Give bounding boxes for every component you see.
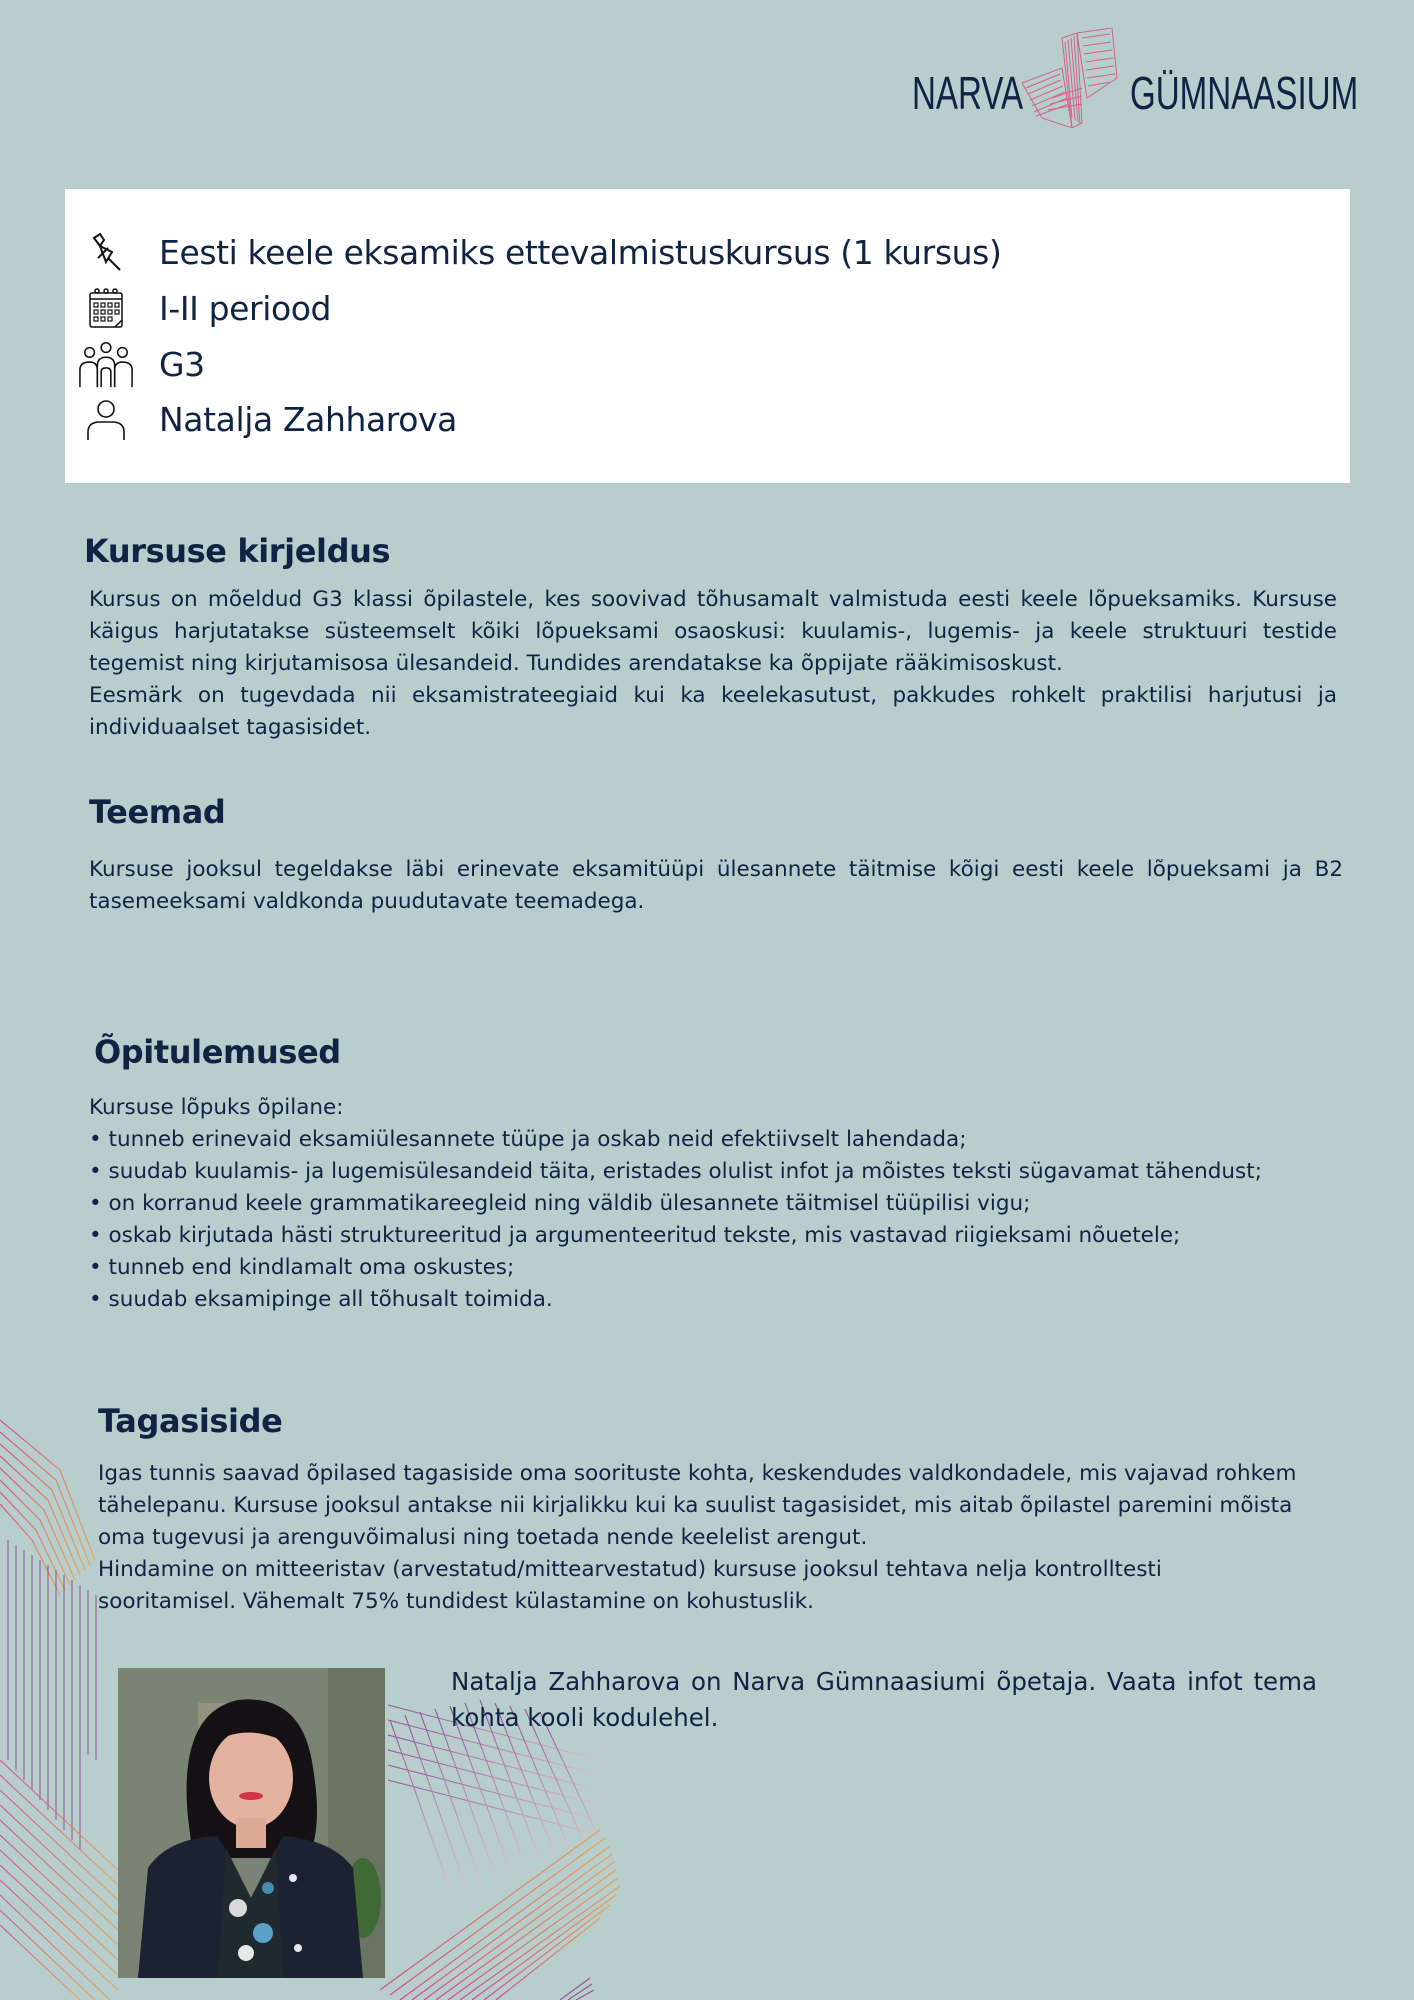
logo-word-gumnaasium: GÜMNAASIUM bbox=[1130, 67, 1359, 119]
course-title: Eesti keele eksamiks ettevalmistuskursus (1 kursus) bbox=[159, 232, 1002, 272]
feedback-paragraph: Hindamine on mitteeristav (arvestatud/mittearvestatud) kursuse jooksul tehtava nelja kontrolltesti sooritamisel. Vähemalt 75% tundidest külastamine on kohustuslik. bbox=[98, 1557, 1162, 1614]
course-period: I-II periood bbox=[159, 288, 332, 328]
teacher-name: Natalja Zahharova bbox=[159, 399, 457, 439]
section-title-outcomes: Õpitulemused bbox=[94, 1033, 341, 1071]
description-text bbox=[89, 584, 1337, 744]
teacher-photo bbox=[118, 1668, 385, 1978]
list-item: • suudab kuulamis- ja lugemisülesandeid täita, eristades olulist infot ja mõistes teksti sügavamat tähendust; bbox=[89, 1159, 1262, 1184]
course-info-card bbox=[65, 189, 1350, 483]
logo-word-narva: NARVA bbox=[912, 67, 1024, 119]
school-logo[interactable] bbox=[908, 28, 1359, 128]
outcomes-intro: Kursuse lõpuks õpilane: bbox=[89, 1095, 344, 1120]
logo-mark-icon bbox=[1022, 28, 1122, 128]
description-paragraph: Kursus on mõeldud G3 klassi õpilastele, kes soovivad tõhusamalt valmistuda eesti keele lõpueksamiks. Kursuse käigus harjutatakse süsteemselt kõiki lõpueksami osaoskusi: kuulamis-, lugemis- ja keele struktuuri testide tegemist ning kirjutamisosa ülesandeid. Tundides arendatakse ka õppijate rääkimisoskust. bbox=[89, 587, 1337, 676]
list-item: • suudab eksamipinge all tõhusalt toimida. bbox=[89, 1287, 553, 1312]
topics-text: Kursuse jooksul tegeldakse läbi erinevate eksamitüüpi ülesannete täitmise kõigi eesti keele lõpueksami ja B2 tasemeeksami valdkonda puudutavate teemadega. bbox=[89, 857, 1343, 914]
section-title-topics: Teemad bbox=[89, 793, 226, 831]
outcomes-list bbox=[89, 1124, 1379, 1316]
list-item: • tunneb end kindlamalt oma oskustes; bbox=[89, 1255, 515, 1280]
teacher-bio-text[interactable]: Natalja Zahharova on Narva Gümnaasiumi õpetaja. Vaata infot tema kohta kooli kodulehel. bbox=[451, 1667, 1317, 1732]
course-group: G3 bbox=[159, 344, 205, 384]
group-icon bbox=[78, 339, 134, 389]
section-title-feedback: Tagasiside bbox=[98, 1402, 283, 1440]
calendar-icon bbox=[78, 283, 134, 333]
pushpin-icon bbox=[78, 227, 134, 277]
list-item: • on korranud keele grammatikareegleid ning väldib ülesannete täitmisel tüüpilisi vigu; bbox=[89, 1191, 1031, 1216]
list-item: • oskab kirjutada hästi struktureeritud ja argumenteeritud tekste, mis vastavad riigieksami nõuetele; bbox=[89, 1223, 1181, 1248]
feedback-paragraph: Igas tunnis saavad õpilased tagasiside oma soorituste kohta, keskendudes valdkondadele, mis vajavad rohkem tähelepanu. Kursuse jooksul antakse nii kirjalikku kui ka suulist tagasisidet, mis aitab õpilastel paremini mõista oma tugevusi ja arenguvõimalusi ning toetada nende keelelist arengut. bbox=[98, 1461, 1297, 1550]
outcomes-block bbox=[89, 1092, 1379, 1316]
person-icon bbox=[78, 394, 134, 444]
feedback-text bbox=[98, 1458, 1338, 1618]
section-title-description: Kursuse kirjeldus bbox=[84, 532, 391, 570]
list-item: • tunneb erinevaid eksamiülesannete tüüpe ja oskab neid efektiivselt lahendada; bbox=[89, 1127, 967, 1152]
description-paragraph: Eesmärk on tugevdada nii eksamistrateegiaid kui ka keelekasutust, pakkudes rohkelt praktilisi harjutusi ja individuaalset tagasisidet. bbox=[89, 683, 1337, 740]
